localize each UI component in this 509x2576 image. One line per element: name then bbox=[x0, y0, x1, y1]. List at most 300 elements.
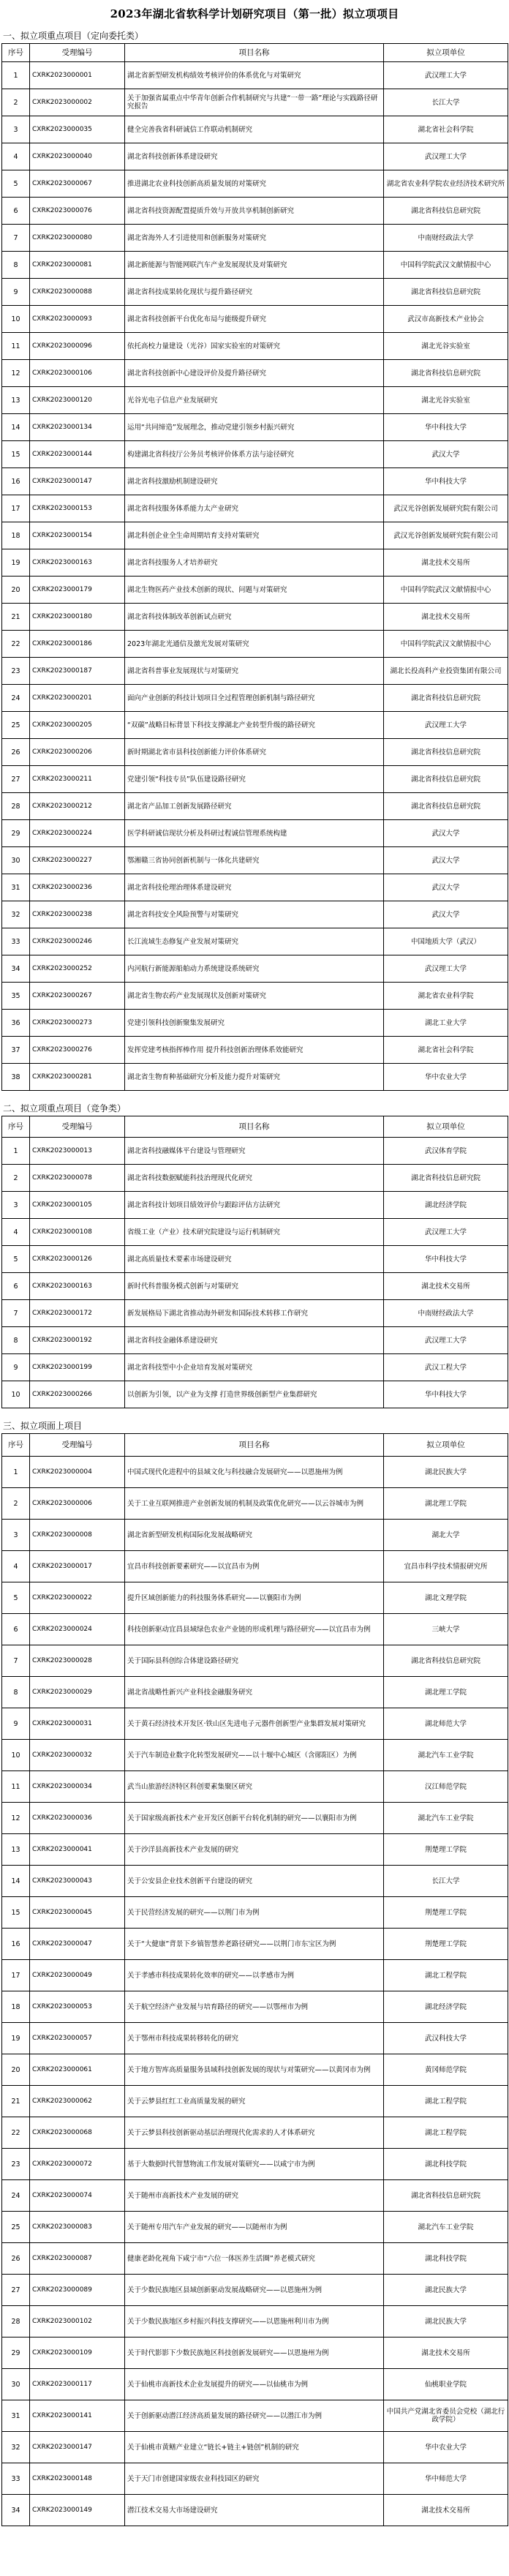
cell-code: CXRK2023000087 bbox=[30, 2243, 125, 2275]
table-row bbox=[2, 2495, 508, 2526]
cell-no: 10 bbox=[2, 306, 30, 333]
cell-name: 湖北高质量技术要素市场建设研究 bbox=[125, 1246, 384, 1273]
cell-unit: 三峡大学 bbox=[384, 1614, 508, 1645]
cell-unit: 湖北省农业科学院 bbox=[384, 983, 508, 1010]
cell-name: 发挥党建考核指挥棒作用 提升科技创新治理体系效能研究 bbox=[125, 1037, 384, 1064]
cell-code: CXRK2023000276 bbox=[30, 1037, 125, 1064]
cell-code: CXRK2023000043 bbox=[30, 1866, 125, 1897]
cell-no: 31 bbox=[2, 2400, 30, 2432]
cell-unit: 湖北民族大学 bbox=[384, 2306, 508, 2337]
cell-code: CXRK2023000148 bbox=[30, 2463, 125, 2495]
cell-code: CXRK2023000205 bbox=[30, 712, 125, 739]
cell-name: 鄂湘赣三省协同创新机制与一体化共建研究 bbox=[125, 847, 384, 874]
cell-name: 湖北省生物农药产业发展现状及创新对策研究 bbox=[125, 983, 384, 1010]
cell-code: CXRK2023000192 bbox=[30, 1327, 125, 1354]
cell-name: 长江流域生态修复产业发展对策研究 bbox=[125, 928, 384, 955]
cell-name: 关于民营经济发展的研究——以荆门市为例 bbox=[125, 1897, 384, 1929]
cell-no: 6 bbox=[2, 1614, 30, 1645]
cell-name: 关于黄石经济技术开发区·铁山区先进电子元器件创新型产业集群发展对策研究 bbox=[125, 1708, 384, 1740]
cell-unit: 武汉体育学院 bbox=[384, 1138, 508, 1165]
cell-name: 关于云梦县红红工业高质量发展的研究 bbox=[125, 2086, 384, 2117]
cell-no: 7 bbox=[2, 225, 30, 252]
table-row bbox=[2, 983, 508, 1010]
cell-code: CXRK2023000001 bbox=[30, 62, 125, 89]
table-row bbox=[2, 1677, 508, 1708]
cell-name: 湖北省科技数据赋能科技治理现代化研究 bbox=[125, 1165, 384, 1192]
cell-unit: 中国科学院武汉文献情报中心 bbox=[384, 631, 508, 658]
cell-name: 湖北省科技创新平台优化布局与能级提升研究 bbox=[125, 306, 384, 333]
cell-no: 4 bbox=[2, 1551, 30, 1582]
cell-code: CXRK2023000120 bbox=[30, 387, 125, 414]
cell-name: 内河航行新能源船舶动力系统建设系统研究 bbox=[125, 955, 384, 983]
cell-no: 21 bbox=[2, 2086, 30, 2117]
cell-no: 2 bbox=[2, 1165, 30, 1192]
cell-no: 3 bbox=[2, 1520, 30, 1551]
cell-name: 湖北新能源与智能网联汽车产业发展现状及对策研究 bbox=[125, 252, 384, 279]
header-no: 序号 bbox=[2, 1116, 30, 1138]
cell-no: 24 bbox=[2, 685, 30, 712]
table-row bbox=[2, 2243, 508, 2275]
cell-unit: 华中科技大学 bbox=[384, 414, 508, 441]
cell-unit: 武汉理工大学 bbox=[384, 712, 508, 739]
cell-unit: 武汉理工大学 bbox=[384, 955, 508, 983]
cell-code: CXRK2023000147 bbox=[30, 2432, 125, 2463]
cell-unit: 湖北理工学院 bbox=[384, 1488, 508, 1520]
cell-unit: 中国科学院武汉文献情报中心 bbox=[384, 252, 508, 279]
cell-code: CXRK2023000134 bbox=[30, 414, 125, 441]
table-row bbox=[2, 2212, 508, 2243]
cell-name: 关于少数民族地区乡村振兴科技支撑研究——以恩施州利川市为例 bbox=[125, 2306, 384, 2337]
cell-unit: 湖北技术交易所 bbox=[384, 549, 508, 577]
table-row bbox=[2, 1582, 508, 1614]
cell-code: CXRK2023000081 bbox=[30, 252, 125, 279]
cell-no: 14 bbox=[2, 414, 30, 441]
table-row bbox=[2, 1740, 508, 1771]
table-row bbox=[2, 2400, 508, 2432]
cell-unit: 武汉理工大学 bbox=[384, 143, 508, 170]
cell-name: 湖北省产品加工创新发展路径研究 bbox=[125, 793, 384, 820]
cell-unit: 武汉大学 bbox=[384, 820, 508, 847]
cell-no: 8 bbox=[2, 1677, 30, 1708]
cell-code: CXRK2023000049 bbox=[30, 1960, 125, 1991]
cell-no: 24 bbox=[2, 2180, 30, 2212]
cell-name: 湖北省新型研发机构绩效考核评价的体系优化与对策研究 bbox=[125, 62, 384, 89]
table-row bbox=[2, 62, 508, 89]
cell-unit: 武汉光谷创新发展研究院有限公司 bbox=[384, 522, 508, 549]
cell-name: 关于孝感市科技成果转化效率的研究——以孝感市为例 bbox=[125, 1960, 384, 1991]
cell-unit: 湖北光谷实验室 bbox=[384, 387, 508, 414]
cell-code: CXRK2023000089 bbox=[30, 2275, 125, 2306]
cell-code: CXRK2023000080 bbox=[30, 225, 125, 252]
cell-unit: 湖北科技学院 bbox=[384, 2243, 508, 2275]
cell-no: 2 bbox=[2, 1488, 30, 1520]
cell-no: 34 bbox=[2, 955, 30, 983]
cell-code: CXRK2023000076 bbox=[30, 198, 125, 225]
cell-no: 32 bbox=[2, 2432, 30, 2463]
table-row bbox=[2, 225, 508, 252]
table-row bbox=[2, 955, 508, 983]
cell-name: 科技创新驱动宜昌县域绿色农业产业链的形成机理与路径研究——以宜昌市为例 bbox=[125, 1614, 384, 1645]
cell-unit: 武汉科技大学 bbox=[384, 2023, 508, 2054]
table-row bbox=[2, 739, 508, 766]
table-row bbox=[2, 658, 508, 685]
table-row bbox=[2, 901, 508, 928]
section-title-key-competitive: 二、拟立项重点项目（竞争类） bbox=[3, 1103, 127, 1114]
cell-unit: 湖北工程学院 bbox=[384, 1960, 508, 1991]
table-row bbox=[2, 1991, 508, 2023]
cell-code: CXRK2023000035 bbox=[30, 116, 125, 143]
cell-no: 30 bbox=[2, 847, 30, 874]
cell-unit: 中南财经政法大学 bbox=[384, 1300, 508, 1327]
cell-name: 关于云梦县科技创新驱动基层治理现代化需求的人才体系研究 bbox=[125, 2117, 384, 2149]
table-row bbox=[2, 685, 508, 712]
cell-no: 28 bbox=[2, 793, 30, 820]
cell-unit: 中国共产党湖北省委员会党校（湖北行政学院） bbox=[384, 2400, 508, 2432]
cell-unit: 武汉工程大学 bbox=[384, 1354, 508, 1381]
cell-no: 22 bbox=[2, 2117, 30, 2149]
cell-no: 1 bbox=[2, 1138, 30, 1165]
cell-code: CXRK2023000068 bbox=[30, 2117, 125, 2149]
cell-unit: 荆楚理工学院 bbox=[384, 1897, 508, 1929]
table-header-row bbox=[2, 1434, 508, 1457]
table-key-directed bbox=[1, 43, 508, 1091]
cell-code: CXRK2023000179 bbox=[30, 577, 125, 604]
cell-no: 20 bbox=[2, 577, 30, 604]
cell-code: CXRK2023000088 bbox=[30, 279, 125, 306]
cell-no: 29 bbox=[2, 820, 30, 847]
cell-name: 关于鄂州市科技成果转移转化的研究 bbox=[125, 2023, 384, 2054]
cell-name: “双碳”战略目标背景下科技支撑湖北产业转型升级的路径研究 bbox=[125, 712, 384, 739]
cell-unit: 湖北工业大学 bbox=[384, 1010, 508, 1037]
section-title-key-directed: 一、拟立项重点项目（定向委托类） bbox=[3, 30, 144, 41]
cell-code: CXRK2023000238 bbox=[30, 901, 125, 928]
cell-code: CXRK2023000053 bbox=[30, 1991, 125, 2023]
cell-code: CXRK2023000067 bbox=[30, 170, 125, 198]
cell-code: CXRK2023000002 bbox=[30, 89, 125, 116]
cell-unit: 湖北经济学院 bbox=[384, 1192, 508, 1219]
cell-code: CXRK2023000072 bbox=[30, 2149, 125, 2180]
table-row bbox=[2, 2023, 508, 2054]
cell-no: 27 bbox=[2, 766, 30, 793]
cell-unit: 湖北理工学院 bbox=[384, 1677, 508, 1708]
cell-name: 党建引领科技创新聚集发展研究 bbox=[125, 1010, 384, 1037]
cell-name: 关于国际县科创综合体建设路径研究 bbox=[125, 1645, 384, 1677]
cell-unit: 湖北省社会科学院 bbox=[384, 116, 508, 143]
cell-code: CXRK2023000047 bbox=[30, 1929, 125, 1960]
cell-name: 湖北省科技金融体系建设研究 bbox=[125, 1327, 384, 1354]
cell-code: CXRK2023000036 bbox=[30, 1803, 125, 1834]
cell-code: CXRK2023000211 bbox=[30, 766, 125, 793]
cell-unit: 湖北工程学院 bbox=[384, 2086, 508, 2117]
cell-code: CXRK2023000024 bbox=[30, 1614, 125, 1645]
cell-no: 11 bbox=[2, 1771, 30, 1803]
cell-no: 38 bbox=[2, 1064, 30, 1091]
cell-code: CXRK2023000108 bbox=[30, 1219, 125, 1246]
cell-no: 16 bbox=[2, 1929, 30, 1960]
cell-name: 湖北省科技计划项目绩效评价与跟踪评估方法研究 bbox=[125, 1192, 384, 1219]
table-header-row bbox=[2, 1116, 508, 1138]
cell-no: 36 bbox=[2, 1010, 30, 1037]
cell-unit: 华中农业大学 bbox=[384, 2432, 508, 2463]
cell-name: 湖北省科技服务人才培养研究 bbox=[125, 549, 384, 577]
cell-no: 26 bbox=[2, 739, 30, 766]
cell-unit: 湖北省农业科学院农业经济技术研究所 bbox=[384, 170, 508, 198]
cell-name: 关于时代影影下少数民族地区科技创新发展研究——以恩施州为例 bbox=[125, 2337, 384, 2369]
cell-no: 25 bbox=[2, 2212, 30, 2243]
table-row bbox=[2, 468, 508, 495]
cell-unit: 湖北省科技信息研究院 bbox=[384, 1165, 508, 1192]
table-row bbox=[2, 2306, 508, 2337]
cell-unit: 荆楚理工学院 bbox=[384, 1834, 508, 1866]
cell-name: 关于国家级高新技术产业开发区创新平台转化机制的研究——以襄阳市为例 bbox=[125, 1803, 384, 1834]
cell-no: 1 bbox=[2, 1457, 30, 1488]
cell-code: CXRK2023000266 bbox=[30, 1381, 125, 1408]
cell-unit: 中国地质大学（武汉） bbox=[384, 928, 508, 955]
cell-code: CXRK2023000062 bbox=[30, 2086, 125, 2117]
cell-unit: 武汉理工大学 bbox=[384, 1219, 508, 1246]
cell-no: 17 bbox=[2, 495, 30, 522]
cell-code: CXRK2023000093 bbox=[30, 306, 125, 333]
header-code: 受理编号 bbox=[30, 1434, 125, 1457]
table-row bbox=[2, 2275, 508, 2306]
cell-code: CXRK2023000102 bbox=[30, 2306, 125, 2337]
cell-code: CXRK2023000057 bbox=[30, 2023, 125, 2054]
table-row bbox=[2, 1708, 508, 1740]
cell-no: 18 bbox=[2, 1991, 30, 2023]
table-row bbox=[2, 1834, 508, 1866]
cell-code: CXRK2023000006 bbox=[30, 1488, 125, 1520]
table-row bbox=[2, 1354, 508, 1381]
table-row bbox=[2, 1165, 508, 1192]
cell-code: CXRK2023000032 bbox=[30, 1740, 125, 1771]
cell-no: 6 bbox=[2, 1273, 30, 1300]
cell-unit: 湖北技术交易所 bbox=[384, 2495, 508, 2526]
cell-unit: 湖北民族大学 bbox=[384, 1457, 508, 1488]
cell-unit: 武汉大学 bbox=[384, 874, 508, 901]
cell-unit: 湖北民族大学 bbox=[384, 2275, 508, 2306]
cell-no: 11 bbox=[2, 333, 30, 360]
cell-code: CXRK2023000273 bbox=[30, 1010, 125, 1037]
cell-unit: 长江大学 bbox=[384, 89, 508, 116]
header-name: 项目名称 bbox=[125, 1434, 384, 1457]
cell-name: 潜江技术交易大市场建设研究 bbox=[125, 2495, 384, 2526]
cell-unit: 湖北省科技信息研究院 bbox=[384, 685, 508, 712]
table-row bbox=[2, 793, 508, 820]
cell-no: 10 bbox=[2, 1381, 30, 1408]
cell-no: 12 bbox=[2, 1803, 30, 1834]
cell-unit: 湖北师范大学 bbox=[384, 1708, 508, 1740]
cell-unit: 湖北长投高科产业投资集团有限公司 bbox=[384, 658, 508, 685]
cell-name: 湖北省科技创新体系建设研究 bbox=[125, 143, 384, 170]
cell-name: 湖北省科技创新中心建设评价及提升路径研究 bbox=[125, 360, 384, 387]
cell-no: 8 bbox=[2, 252, 30, 279]
cell-no: 33 bbox=[2, 2463, 30, 2495]
cell-name: 新时代科普服务模式创新与对策研究 bbox=[125, 1273, 384, 1300]
cell-code: CXRK2023000224 bbox=[30, 820, 125, 847]
cell-code: CXRK2023000187 bbox=[30, 658, 125, 685]
header-unit: 拟立项单位 bbox=[384, 1434, 508, 1457]
cell-name: 推进湖北农业科技创新高质量发展的对策研究 bbox=[125, 170, 384, 198]
table-row bbox=[2, 2086, 508, 2117]
cell-code: CXRK2023000227 bbox=[30, 847, 125, 874]
cell-code: CXRK2023000147 bbox=[30, 468, 125, 495]
cell-name: 基于大数据时代智慧物流工作发展对策研究——以咸宁市为例 bbox=[125, 2149, 384, 2180]
cell-code: CXRK2023000061 bbox=[30, 2054, 125, 2086]
cell-name: 湖北省科技服务体系能力太产业研究 bbox=[125, 495, 384, 522]
cell-name: 武当山旅游经济特区科创要素集聚区研究 bbox=[125, 1771, 384, 1803]
cell-unit: 湖北经济学院 bbox=[384, 1991, 508, 2023]
cell-no: 2 bbox=[2, 89, 30, 116]
cell-no: 8 bbox=[2, 1327, 30, 1354]
cell-code: CXRK2023000252 bbox=[30, 955, 125, 983]
cell-unit: 武汉大学 bbox=[384, 441, 508, 468]
cell-code: CXRK2023000206 bbox=[30, 739, 125, 766]
table-row bbox=[2, 631, 508, 658]
cell-name: 关于航空经济产业发展与培育路径的研究——以鄂州市为例 bbox=[125, 1991, 384, 2023]
cell-no: 27 bbox=[2, 2275, 30, 2306]
cell-unit: 华中科技大学 bbox=[384, 1246, 508, 1273]
table-header-row bbox=[2, 44, 508, 62]
cell-name: 湖北省新型研发机构国际化发展战略研究 bbox=[125, 1520, 384, 1551]
cell-name: 关于加强省属重点中华青年创新合作机制研究与共建“一带一路”理论与实践路径研究报告 bbox=[125, 89, 384, 116]
table-row bbox=[2, 1138, 508, 1165]
cell-name: 关于仙桃市高新技术企业发展提升的研究——以仙桃市为例 bbox=[125, 2369, 384, 2400]
header-name: 项目名称 bbox=[125, 44, 384, 62]
cell-code: CXRK2023000246 bbox=[30, 928, 125, 955]
table-row bbox=[2, 2117, 508, 2149]
cell-name: 医学科研诚信现状分析及科研过程诚信管理系统构建 bbox=[125, 820, 384, 847]
cell-no: 5 bbox=[2, 1582, 30, 1614]
cell-name: 湖北省科技安全风险预警与对策研究 bbox=[125, 901, 384, 928]
cell-name: 党建引领“科技专员”队伍建设路径研究 bbox=[125, 766, 384, 793]
table-row bbox=[2, 2180, 508, 2212]
cell-name: 运用“共同缔造”发展理念，推动党建引领乡村振兴研究 bbox=[125, 414, 384, 441]
cell-name: 湖北省科技伦理治理体系建设研究 bbox=[125, 874, 384, 901]
cell-unit: 武汉理工大学 bbox=[384, 62, 508, 89]
cell-name: 构建湖北省科技厅公务员考核评价体系方法与途径研究 bbox=[125, 441, 384, 468]
table-row bbox=[2, 1614, 508, 1645]
cell-unit: 湖北省科技信息研究院 bbox=[384, 198, 508, 225]
cell-unit: 汉江师范学院 bbox=[384, 1771, 508, 1803]
cell-name: 新发展格局下湖北省推动海外研发和国际技术转移工作研究 bbox=[125, 1300, 384, 1327]
cell-name: 湖北生物医药产业技术创新的现状、问题与对策研究 bbox=[125, 577, 384, 604]
cell-unit: 湖北汽车工业学院 bbox=[384, 2212, 508, 2243]
table-row bbox=[2, 1064, 508, 1091]
cell-code: CXRK2023000004 bbox=[30, 1457, 125, 1488]
cell-name: 依托高校力量建设（光谷）国家实验室的对策研究 bbox=[125, 333, 384, 360]
table-row bbox=[2, 360, 508, 387]
cell-name: 湖北省生物育种基础研究分析及能力提升对策研究 bbox=[125, 1064, 384, 1091]
cell-no: 1 bbox=[2, 62, 30, 89]
cell-name: 关于地方智库高质量服务县域科技创新发展的现状与对策研究——以黄冈市为例 bbox=[125, 2054, 384, 2086]
table-row bbox=[2, 1520, 508, 1551]
table-row bbox=[2, 116, 508, 143]
table-row bbox=[2, 874, 508, 901]
cell-code: CXRK2023000034 bbox=[30, 1771, 125, 1803]
cell-no: 19 bbox=[2, 549, 30, 577]
cell-no: 15 bbox=[2, 441, 30, 468]
cell-code: CXRK2023000199 bbox=[30, 1354, 125, 1381]
cell-code: CXRK2023000045 bbox=[30, 1897, 125, 1929]
cell-name: 健康老龄化视角下咸宁市“六位一体医养生活圈”养老模式研究 bbox=[125, 2243, 384, 2275]
cell-unit: 华中科技大学 bbox=[384, 1381, 508, 1408]
cell-no: 4 bbox=[2, 143, 30, 170]
cell-no: 13 bbox=[2, 387, 30, 414]
cell-name: 湖北省科技激励机制建设研究 bbox=[125, 468, 384, 495]
cell-code: CXRK2023000172 bbox=[30, 1300, 125, 1327]
header-name: 项目名称 bbox=[125, 1116, 384, 1138]
table-row bbox=[2, 89, 508, 116]
cell-code: CXRK2023000201 bbox=[30, 685, 125, 712]
cell-unit: 武汉光谷创新发展研究院有限公司 bbox=[384, 495, 508, 522]
cell-code: CXRK2023000083 bbox=[30, 2212, 125, 2243]
table-row bbox=[2, 1273, 508, 1300]
cell-no: 22 bbox=[2, 631, 30, 658]
cell-name: 光谷光电子信息产业发展研究 bbox=[125, 387, 384, 414]
cell-name: 湖北省科技体制改革创新试点研究 bbox=[125, 604, 384, 631]
cell-unit: 华中师范大学 bbox=[384, 2463, 508, 2495]
table-row bbox=[2, 170, 508, 198]
cell-no: 16 bbox=[2, 468, 30, 495]
table-row bbox=[2, 577, 508, 604]
cell-unit: 湖北省科技信息研究院 bbox=[384, 1645, 508, 1677]
table-row bbox=[2, 441, 508, 468]
cell-name: 湖北省科普事业发展现状与对策研究 bbox=[125, 658, 384, 685]
cell-unit: 湖北汽车工业学院 bbox=[384, 1803, 508, 1834]
table-row bbox=[2, 1488, 508, 1520]
cell-no: 23 bbox=[2, 2149, 30, 2180]
cell-code: CXRK2023000281 bbox=[30, 1064, 125, 1091]
cell-no: 17 bbox=[2, 1960, 30, 1991]
cell-no: 9 bbox=[2, 1708, 30, 1740]
table-row bbox=[2, 1897, 508, 1929]
cell-unit: 武汉市高新技术产业协会 bbox=[384, 306, 508, 333]
cell-unit: 湖北省科技信息研究院 bbox=[384, 360, 508, 387]
cell-no: 6 bbox=[2, 198, 30, 225]
cell-code: CXRK2023000236 bbox=[30, 874, 125, 901]
table-key-competitive bbox=[1, 1116, 508, 1408]
header-no: 序号 bbox=[2, 1434, 30, 1457]
cell-code: CXRK2023000154 bbox=[30, 522, 125, 549]
cell-unit: 湖北文理学院 bbox=[384, 1582, 508, 1614]
cell-no: 21 bbox=[2, 604, 30, 631]
cell-code: CXRK2023000163 bbox=[30, 549, 125, 577]
cell-no: 32 bbox=[2, 901, 30, 928]
cell-unit: 湖北省社会科学院 bbox=[384, 1037, 508, 1064]
cell-no: 25 bbox=[2, 712, 30, 739]
table-row bbox=[2, 1457, 508, 1488]
cell-no: 5 bbox=[2, 1246, 30, 1273]
cell-no: 35 bbox=[2, 983, 30, 1010]
cell-name: 提升区域创新能力的科技服务体系研究——以襄阳市为例 bbox=[125, 1582, 384, 1614]
cell-unit: 荆楚理工学院 bbox=[384, 1929, 508, 1960]
header-no: 序号 bbox=[2, 44, 30, 62]
cell-name: 2023年湖北光通信及激光发展对策研究 bbox=[125, 631, 384, 658]
header-unit: 拟立项单位 bbox=[384, 1116, 508, 1138]
cell-unit: 湖北科技学院 bbox=[384, 2149, 508, 2180]
table-row bbox=[2, 198, 508, 225]
cell-no: 7 bbox=[2, 1645, 30, 1677]
cell-no: 19 bbox=[2, 2023, 30, 2054]
cell-code: CXRK2023000029 bbox=[30, 1677, 125, 1708]
table-row bbox=[2, 306, 508, 333]
cell-no: 34 bbox=[2, 2495, 30, 2526]
cell-code: CXRK2023000031 bbox=[30, 1708, 125, 1740]
cell-code: CXRK2023000040 bbox=[30, 143, 125, 170]
cell-name: 关于沙洋县高新技术产业发展的研究 bbox=[125, 1834, 384, 1866]
table-row bbox=[2, 1551, 508, 1582]
table-general bbox=[1, 1433, 508, 2526]
